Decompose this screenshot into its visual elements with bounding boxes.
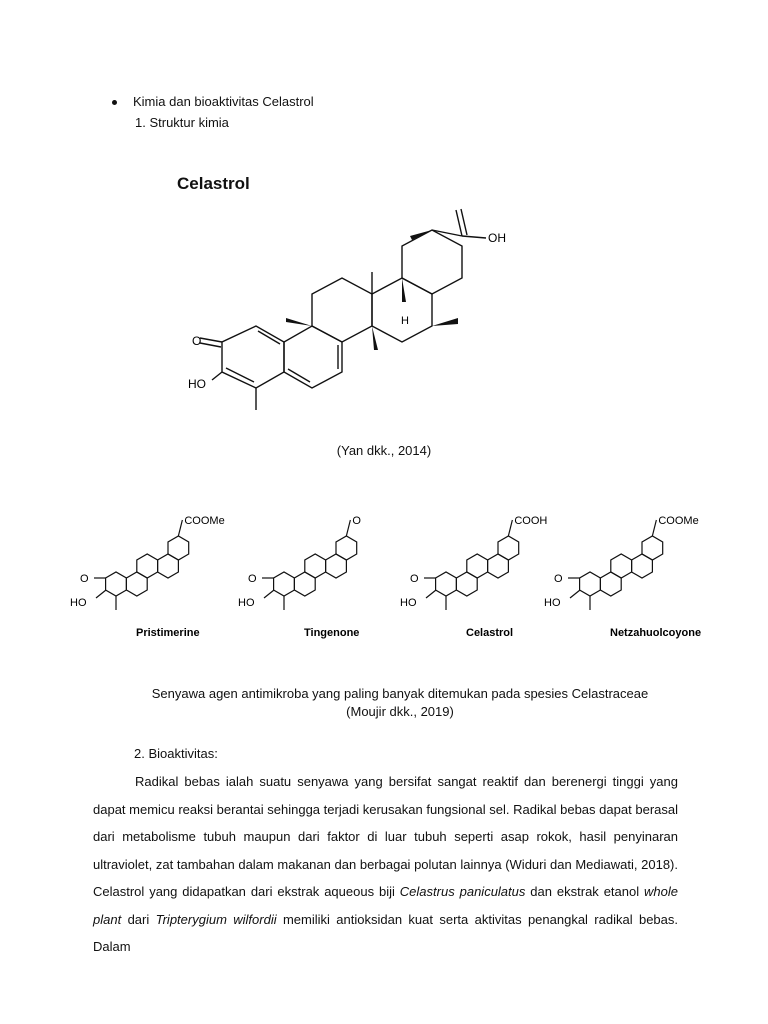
bullet-heading — [112, 94, 314, 109]
para-text-1: Radikal bebas ialah suatu senyawa yang bersifat sangat reaktif dan berenergi tinggi yang dapat memicu reaksi berantai sehingga terjadi kerusakan fungsional sel. Radikal bebas dapat berasal dari metabolisme tubuh maupun dari faktor di luar tubuh seperti asap rokok, hasil penyinaran ultraviolet, zat tambahan dalam makanan dan berbagai polutan lainnya (Widuri dan Mediawati, 2018). Celastrol yang didapatkan dari ekstrak aqueous biji — [93, 774, 678, 899]
atom-ho: HO — [188, 377, 206, 391]
compound-group: COOMe — [658, 515, 699, 527]
compound-atom-o: O — [80, 573, 89, 585]
body-paragraph — [93, 768, 678, 961]
compound-atom-o: O — [410, 573, 419, 585]
structure-title: Celastrol — [177, 174, 250, 193]
celastrol-structure — [180, 196, 520, 418]
compound-name: Netzahuolcoyone — [610, 627, 702, 639]
section-heading-bioactivity: 2. Bioaktivitas: — [134, 746, 218, 761]
atom-o: O — [192, 334, 202, 348]
compound-atom-ho: HO — [70, 597, 87, 609]
compound-name: Tingenone — [304, 627, 360, 639]
compound-atom-o: O — [248, 573, 257, 585]
para-italic-2: whole plant — [93, 884, 678, 927]
compound-name: Celastrol — [466, 627, 514, 639]
compound-name: Pristimerine — [136, 627, 200, 639]
para-text-2: dan ekstrak etanol — [525, 884, 645, 899]
compound-group: COOH — [514, 515, 548, 527]
compounds-strip — [0, 486, 768, 666]
structure-reference: (Yan dkk., 2014) — [336, 443, 432, 458]
compound-atom-ho: HO — [400, 597, 417, 609]
figure-caption: Senyawa agen antimikroba yang paling banyak ditemukan pada spesies Celastraceae (Moujir dkk., 2019) — [151, 686, 649, 719]
subheading-structure: 1. Struktur kimia — [135, 115, 229, 130]
para-text-3: dari — [121, 911, 156, 927]
atom-h: H — [401, 315, 409, 327]
compound-group: COOMe — [184, 515, 225, 527]
bullet-heading-text: Kimia dan bioaktivitas Celastrol — [133, 94, 314, 109]
bullet-dot — [112, 100, 117, 105]
compound-group: O — [352, 515, 361, 527]
para-italic-3: Tripterygium wilfordii — [155, 911, 277, 927]
para-text-4: memiliki antioksidan kuat serta aktivitas penangkal radikal bebas. Dalam — [93, 911, 678, 954]
compound-atom-ho: HO — [544, 597, 561, 609]
para-italic-1: Celastrus paniculatus — [399, 884, 526, 899]
compound-atom-o: O — [554, 573, 563, 585]
compound-atom-ho: HO — [238, 597, 255, 609]
atom-oh: OH — [488, 231, 506, 245]
